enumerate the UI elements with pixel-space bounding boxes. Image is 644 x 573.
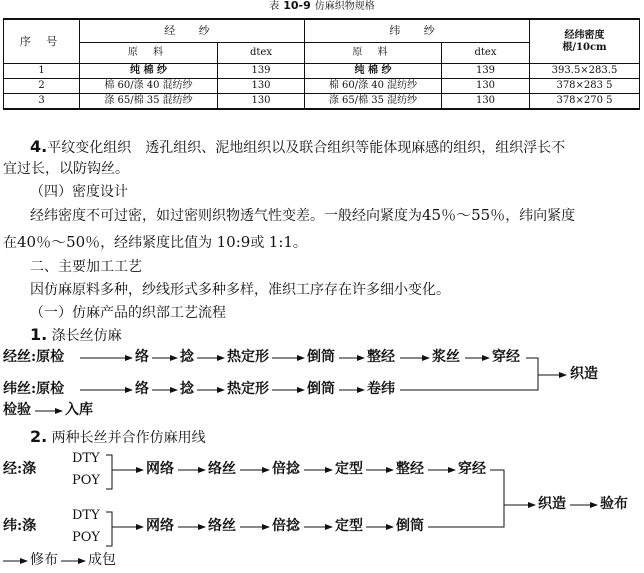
flow1-warp-step: 络 <box>135 349 149 365</box>
flow2-cloth-inspection: 验布 <box>600 496 628 512</box>
caption-prefix: 表 <box>269 1 280 12</box>
flow2-warp-step: 络丝 <box>208 461 236 477</box>
period: 。 <box>292 235 307 251</box>
flow1-warp-step: 浆丝 <box>432 349 460 365</box>
flow1-weft-step: 捻 <box>180 381 194 397</box>
warp-header: 经 纱 <box>80 19 305 43</box>
flow1-warp-step: 整经 <box>367 349 395 365</box>
cell-weft-dtex: 130 <box>442 79 530 94</box>
flow2-warp-step: 定型 <box>335 461 363 477</box>
seq-header: 序 号 <box>4 19 80 64</box>
flow1-weaving: 织造 <box>570 366 598 382</box>
section-flow-heading: （一）仿麻产品的织部工艺流程 <box>30 305 226 321</box>
cell-weft-material: 棉 60/涤 40 混纺纱 <box>305 79 442 94</box>
cell-warp-dtex: 130 <box>218 94 305 110</box>
warp-material-header: 原 料 <box>80 43 218 64</box>
merge-bracket-2 <box>428 470 504 527</box>
density-header-2: 根/10cm <box>562 41 607 53</box>
flow2-weft-poy: POY <box>72 530 100 545</box>
flow1-warp-step: 穿经 <box>492 349 520 365</box>
flow1-weft-step: 络 <box>135 381 149 397</box>
density-weft-range: 40％～50％ <box>17 233 101 251</box>
flow2-weft-step: 倍捻 <box>272 518 300 534</box>
caption-number: 10-9 <box>283 0 311 12</box>
cell-warp-material: 涤 65/棉 35 混纺纱 <box>80 94 218 110</box>
density-text-ratio: ，经纬紧度比值为 <box>100 235 213 251</box>
flow2-weft-step: 倒筒 <box>396 518 424 534</box>
weft-dtex-header: dtex <box>442 43 530 64</box>
flow2-warp-step: 网络 <box>146 461 174 477</box>
density-text-c: ，纬向紧度 <box>505 208 576 224</box>
flow2-number: 2. <box>30 427 48 446</box>
flow2-warp-prefix: 经:涤 <box>3 461 37 477</box>
ratio-2: 1:1 <box>268 233 293 251</box>
flow2-packing: 成包 <box>88 552 116 568</box>
flow1-weft-step: 卷纬 <box>367 381 395 397</box>
flow1-weft-step: 倒筒 <box>307 381 335 397</box>
cell-warp-dtex: 130 <box>218 79 305 94</box>
cell-density: 393.5×283.5 <box>530 64 640 79</box>
para-4-text: 平纹变化组织 透孔组织、泥地组织以及联合组织等能体现麻感的组织，组织浮长不 <box>47 140 566 156</box>
warp-dtex-header: dtex <box>218 43 305 64</box>
flow2-warp-step: 倍捻 <box>272 461 300 477</box>
section-density-heading: （四）密度设计 <box>30 184 128 200</box>
cell-weft-material: 涤 65/棉 35 混纺纱 <box>305 94 442 110</box>
flow1-storage: 入库 <box>65 402 93 418</box>
cell-no: 2 <box>4 79 80 94</box>
flow2-weaving: 织造 <box>538 496 566 512</box>
weft-bracket <box>106 512 112 546</box>
cell-weft-material: 纯 棉 纱 <box>305 64 442 79</box>
density-warp-range: 45％～55％ <box>422 206 506 224</box>
para-4-line2: 宜过长，以防钩丝。 <box>3 161 129 177</box>
flow1-title: 涤长丝仿麻 <box>51 328 122 344</box>
flow2-weft-step: 定型 <box>335 518 363 534</box>
cell-no: 1 <box>4 64 80 79</box>
warp-bracket <box>106 455 112 489</box>
density-header-1: 经纬密度 <box>564 29 605 41</box>
flow2-warp-step: 整经 <box>396 461 424 477</box>
flow1-warp-step: 捻 <box>180 349 194 365</box>
flow1-inspection: 检验 <box>3 402 31 418</box>
flow1-warp-step: 热定形 <box>227 349 269 365</box>
cell-no: 3 <box>4 94 80 110</box>
flow1-weft-step: 热定形 <box>227 381 269 397</box>
density-text-a: 经纬密度不可过密，如过密则织物透气性变差。一般经向紧度为 <box>30 208 422 224</box>
merge-bracket <box>400 358 538 390</box>
para-4-number: 4. <box>30 137 48 156</box>
weft-header: 纬 纱 <box>305 19 530 43</box>
flow2-weft-prefix: 纬:涤 <box>3 518 37 534</box>
flow2-warp-step: 穿经 <box>458 461 486 477</box>
flow1-weft-step: 纬丝:原检 <box>3 381 65 397</box>
flow1-warp-step: 倒筒 <box>307 349 335 365</box>
cell-density: 378×283 5 <box>530 79 640 94</box>
flow1-number: 1. <box>30 325 48 344</box>
cell-weft-dtex: 139 <box>442 64 530 79</box>
flow2-warp-poy: POY <box>72 473 100 488</box>
ratio-1: 10:9 <box>216 233 251 251</box>
cell-warp-material: 纯 棉 纱 <box>80 64 218 79</box>
flow2-title: 两种长丝并合作仿麻用线 <box>51 430 206 446</box>
cell-warp-dtex: 139 <box>218 64 305 79</box>
section-process-heading: 二、主要加工工艺 <box>30 259 142 275</box>
process-intro: 因仿麻原料多种，纱线形式多种多样，准织工序存在许多细小变化。 <box>30 282 450 298</box>
flow2-weft-step: 网络 <box>146 518 174 534</box>
cell-weft-dtex: 130 <box>442 94 530 110</box>
density-text-in: 在 <box>3 235 17 251</box>
flow2-mending: 修布 <box>30 552 58 568</box>
cell-warp-material: 棉 60/涤 40 混纺纱 <box>80 79 218 94</box>
caption-title: 仿麻织物规格 <box>314 1 375 12</box>
flow2-weft-dty: DTY <box>72 508 100 523</box>
flow2-warp-dty: DTY <box>72 451 100 466</box>
ratio-or: 或 <box>250 235 265 251</box>
weft-material-header: 原 料 <box>305 43 442 64</box>
flow2-weft-step: 络丝 <box>208 518 236 534</box>
flow1-warp-step: 经丝:原检 <box>3 349 65 365</box>
cell-density: 378×270 5 <box>530 94 640 110</box>
